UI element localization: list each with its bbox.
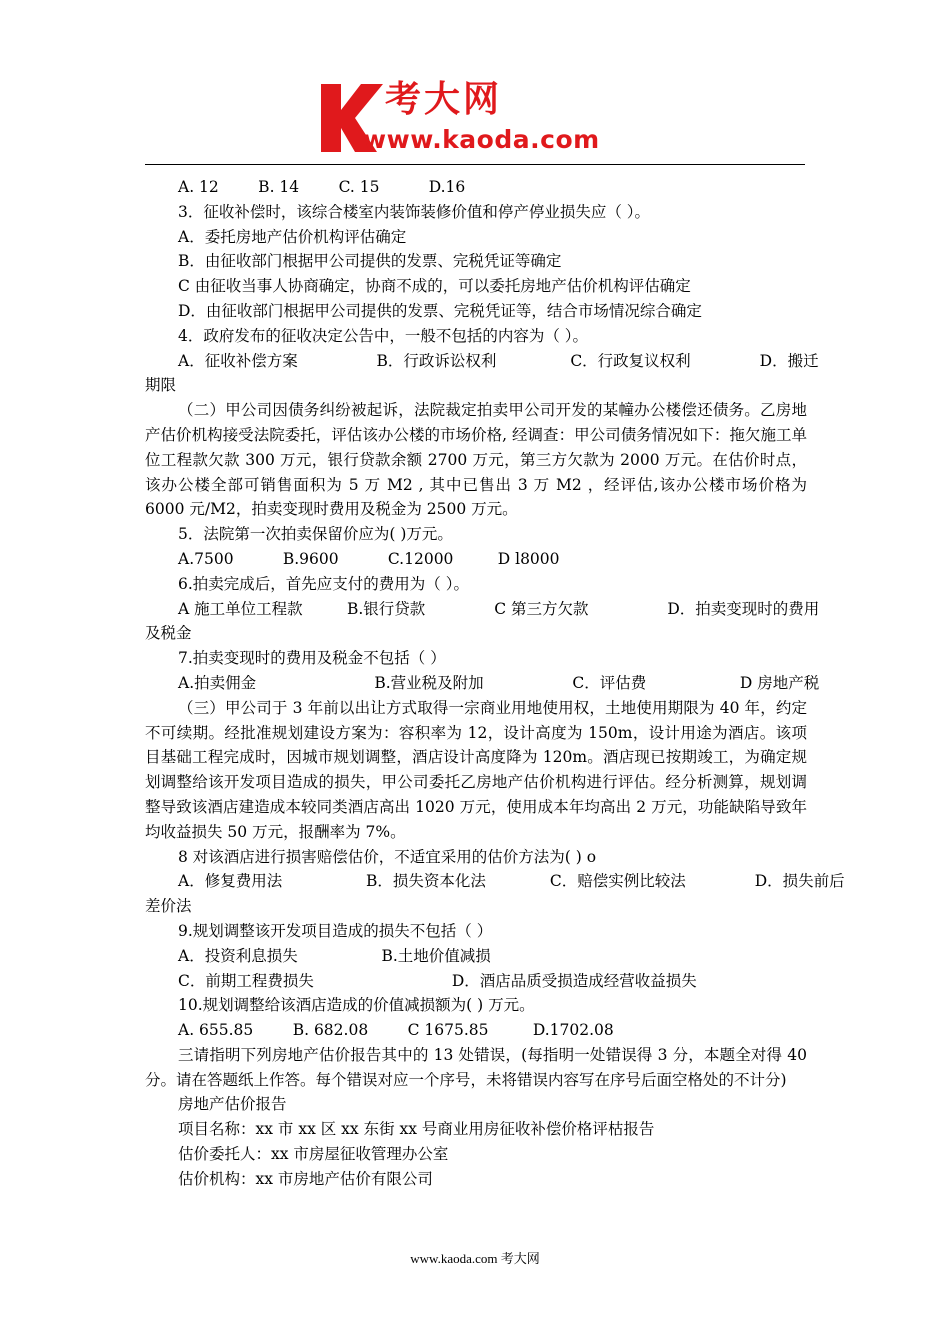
option-continuation: 及税金: [145, 624, 192, 643]
question-4: 4．政府发布的征收决定公告中，一般不包括的内容为（ ）。: [178, 326, 589, 345]
option-continuation: 期限: [145, 376, 177, 395]
answer-options: A. 655.85 B. 682.08 C 1675.85 D.1702.08: [178, 1021, 614, 1040]
answer-options: A.7500 B.9600 C.12000 D l8000: [178, 549, 560, 568]
question-3: 3．征收补偿时，该综合楼室内装饰装修价值和停产停业损失应（ ）。: [178, 202, 651, 221]
report-agency: 估价机构：xx 市房地产估价有限公司: [178, 1169, 433, 1188]
page-header: [145, 72, 805, 166]
case-three-paragraph: （三）甲公司于 3 年前以出让方式取得一宗商业用地使用权，土地使用期限为 40 年，约定不可续期。经批准规划建设方案为：容积率为 12，设计高度为 150m，设计用途为酒店。该项目基础工程完成时，因城市规划调整，酒店设计高度降为 120m。酒店现已按期竣工，为确定规划调整给该开发项目造成的损失，甲公司委托乙房地产估价机构进行评估。经分析测算，规划调整导致该酒店建造成本较同类酒店高出 1020 万元，使用成本年均高出 2 万元，功能缺陷导致年均收益损失 50 万元，报酬率为 7%。: [145, 698, 807, 841]
answer-options: A．投资利息损失 B.土地价值减损: [178, 946, 491, 965]
question-5: 5．法院第一次拍卖保留价应为( )万元。: [178, 525, 453, 544]
answer-options: A 施工单位工程款 B.银行贷款 C 第三方欠款 D．拍卖变现时的费用: [178, 599, 820, 618]
option-line: D．由征收部门根据甲公司提供的发票、完税凭证等，结合市场情况综合确定: [178, 301, 702, 320]
question-7: 7.拍卖变现时的费用及税金不包括（ ）: [178, 649, 446, 668]
question-8: 8 对该酒店进行损害赔偿估价，不适宜采用的估价方法为( ) o: [178, 847, 597, 866]
question-9: 9.规划调整该开发项目造成的损失不包括（ ）: [178, 921, 493, 940]
option-continuation: 差价法: [145, 897, 192, 916]
header-divider: [145, 164, 805, 165]
option-line: B．由征收部门根据甲公司提供的发票、完税凭证等确定: [178, 252, 562, 271]
answer-options: A．征收补偿方案 B．行政诉讼权利 C．行政复议权利 D．搬迁: [178, 351, 819, 370]
report-client: 估价委托人：xx 市房屋征收管理办公室: [178, 1145, 449, 1164]
logo-title: 考大网: [385, 79, 503, 120]
answer-options: A. 12 B. 14 C. 15 D.16: [178, 178, 466, 196]
question-10: 10.规划调整给该酒店造成的价值减损额为( ) 万元。: [178, 996, 535, 1015]
option-line: C 由征收当事人协商确定，协商不成的，可以委托房地产估价机构评估确定: [178, 277, 691, 296]
logo-url: www.kaoda.com: [363, 125, 600, 154]
answer-options: A.拍卖佣金 B.营业税及附加 C．评估费 D 房地产税: [178, 673, 820, 692]
case-two-paragraph: （二）甲公司因债务纠纷被起诉，法院裁定拍卖甲公司开发的某幢办公楼偿还债务。乙房地产估价机构接受法院委托，评估该办公楼的市场价格, 经调查：甲公司债务情况如下：拖欠施工单位工程款欠款 300 万元，银行贷款余额 2700 万元，第三方欠款为 2000 万元。在估价时点，该办公楼全部可销售面积为 5 万 M2 , 其中已售出 3 万 M2 ，经评估,该办公楼市场价格为 6000 元/M2，拍卖变现时费用及税金为 2500 万元。: [145, 401, 807, 519]
report-project-name: 项目名称：xx 市 xx 区 xx 东街 xx 号商业用房征收补偿价格评枯报告: [178, 1120, 655, 1139]
document-body: [145, 175, 845, 1192]
report-title: 房地产估价报告: [178, 1095, 287, 1114]
page-footer: www.kaoda.com 考大网: [410, 1251, 540, 1266]
option-line: A．委托房地产估价机构评估确定: [178, 227, 407, 246]
section-three-instructions: 三请指明下列房地产估价报告其中的 13 处错误，(每指明一处错误得 3 分，本题全对得 40 分。请在答题纸上作答。每个错误对应一个序号，未将错误内容写在序号后面空格处的不计分): [145, 1045, 807, 1089]
answer-options: A．修复费用法 B．损失资本化法 C．赔偿实例比较法 D．损失前后: [178, 872, 845, 891]
question-6: 6.拍卖完成后，首先应支付的费用为（ ）。: [178, 574, 469, 593]
answer-options: C．前期工程费损失 D．酒店品质受损造成经营收益损失: [178, 971, 697, 990]
